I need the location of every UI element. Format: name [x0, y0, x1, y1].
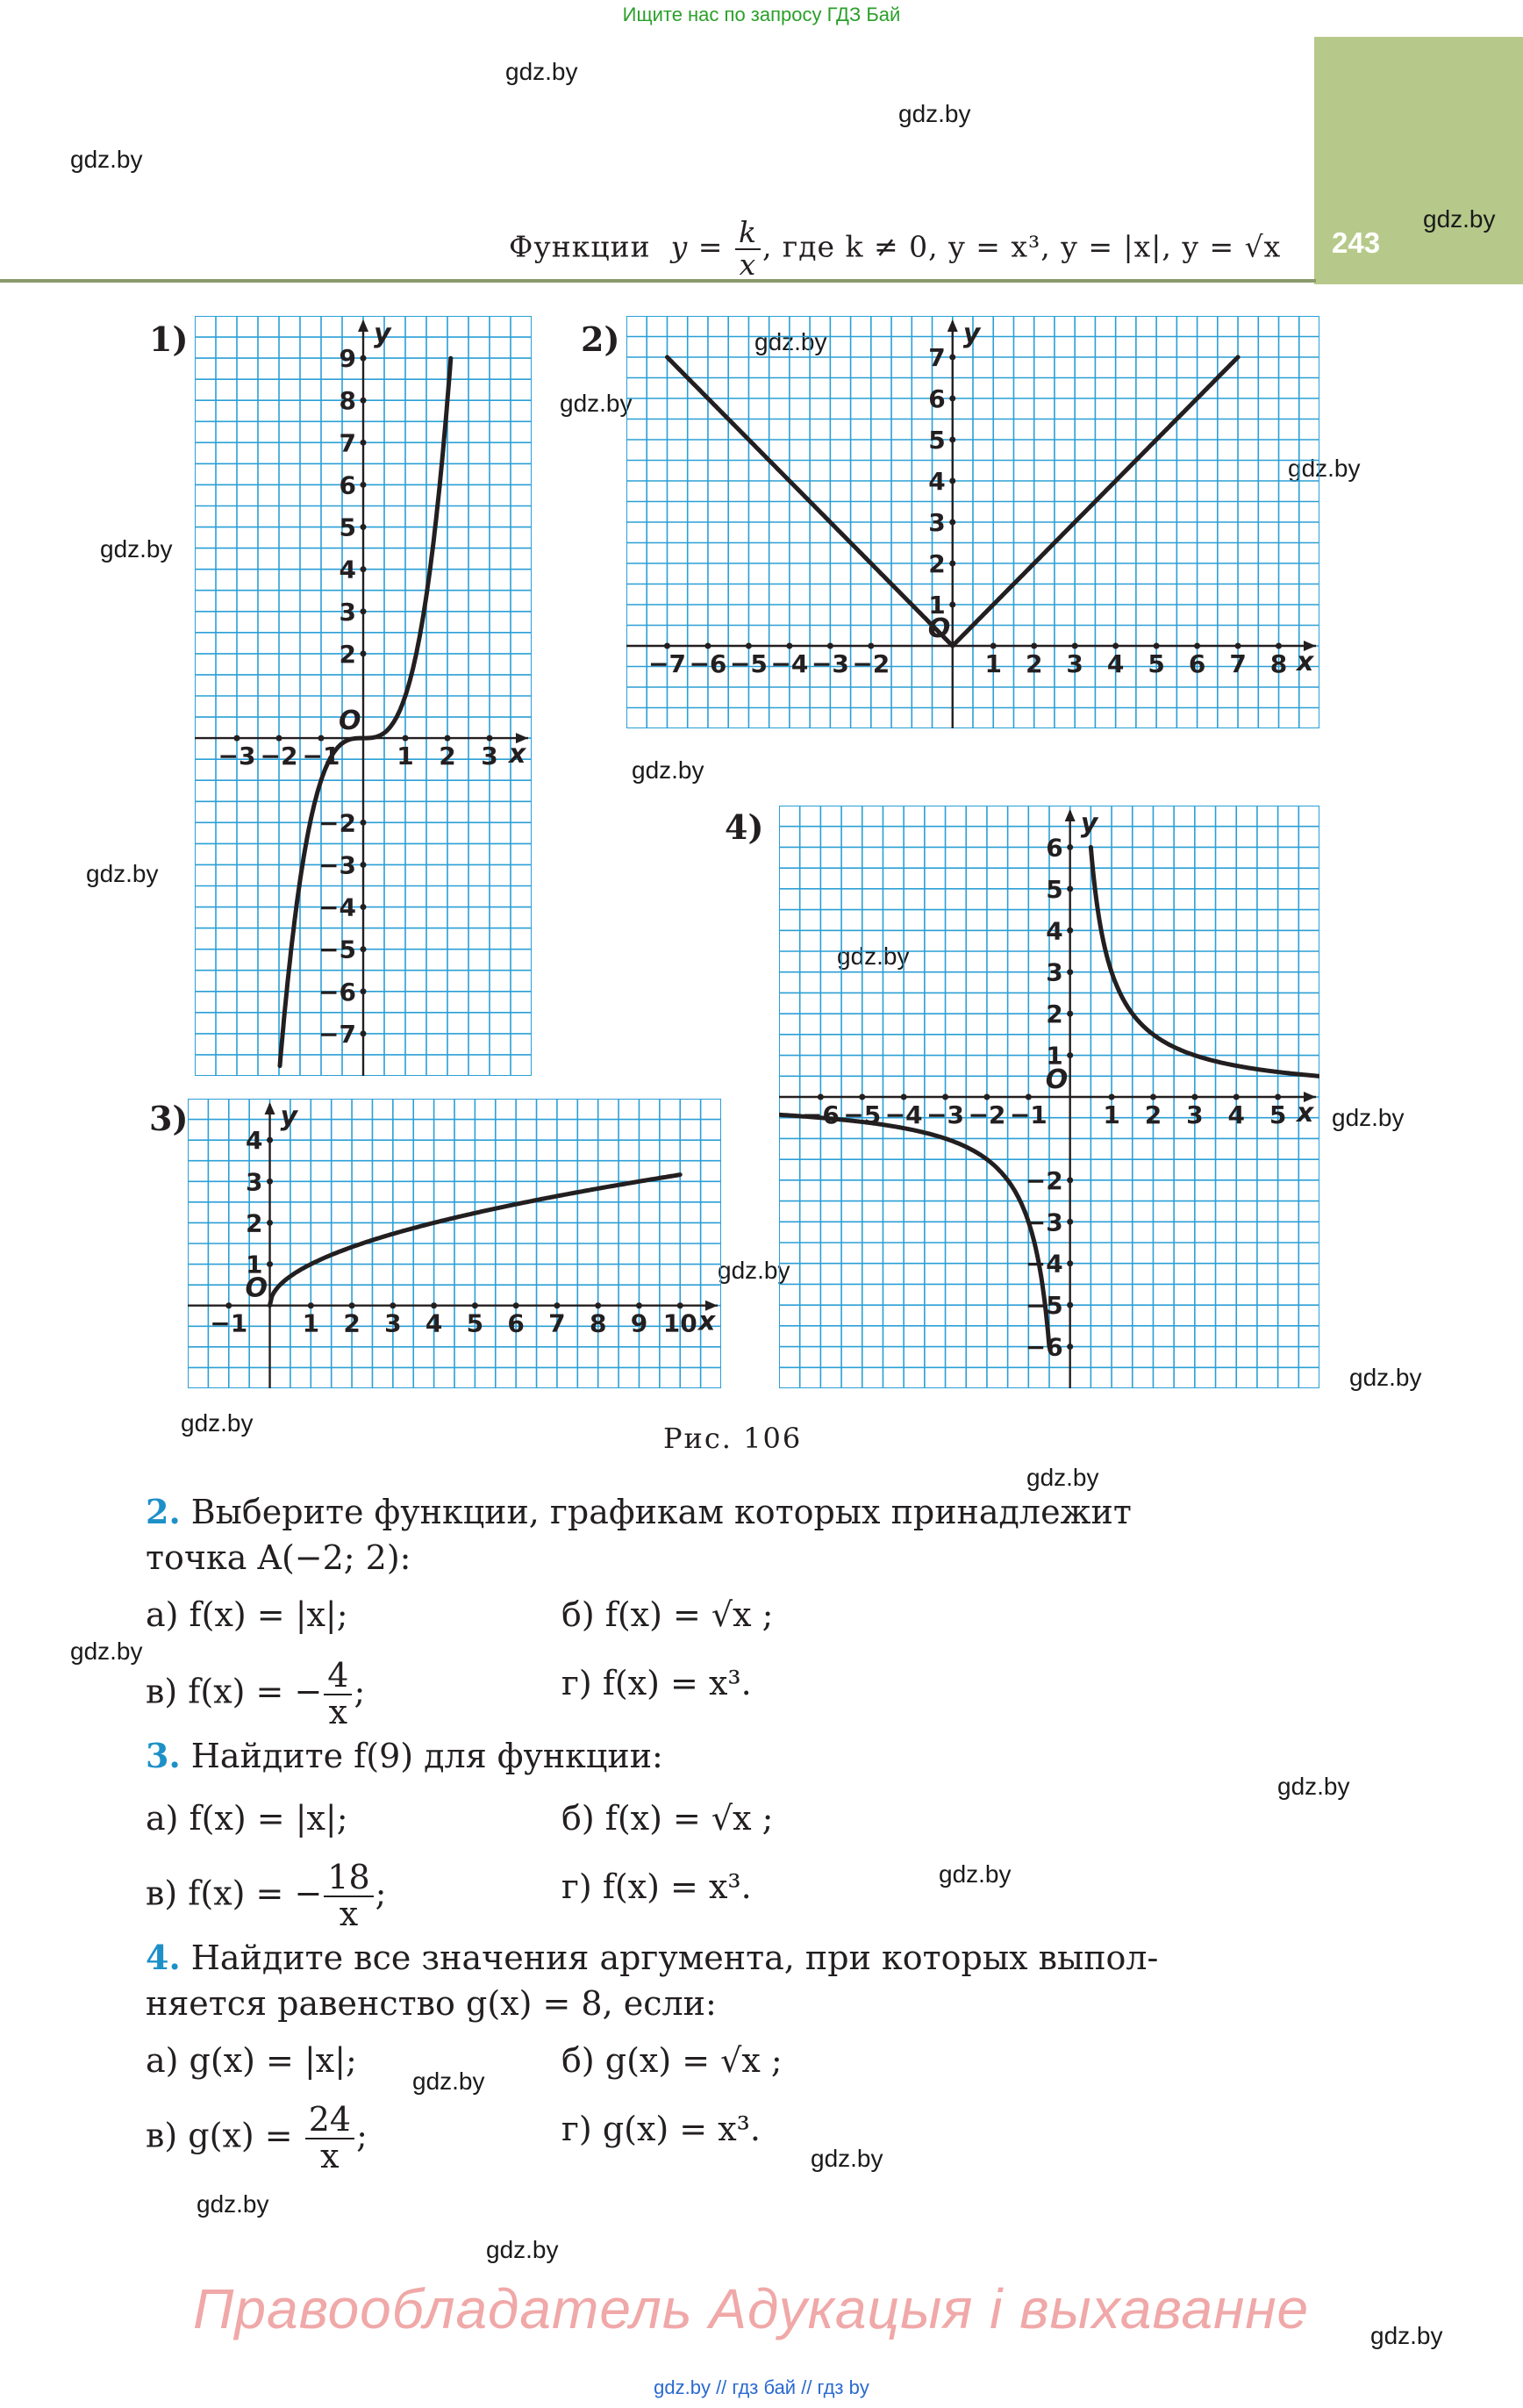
task-4-number: 4.	[146, 1938, 181, 1977]
origin-label: O	[1045, 1064, 1069, 1095]
x-tick	[1191, 1094, 1198, 1100]
y-tick	[949, 520, 955, 526]
y-tick	[267, 1261, 273, 1267]
watermark: gdz.by	[197, 2190, 269, 2218]
fraction-numerator: 4	[324, 1659, 352, 1695]
graph-4-hyperbola	[779, 806, 1319, 1388]
task-2-line2: точка A(−2; 2):	[146, 1538, 411, 1577]
y-tick	[361, 1030, 367, 1036]
fraction-numerator: 18	[324, 1860, 373, 1897]
fraction-denominator: x	[328, 1692, 348, 1731]
y-tick	[949, 602, 955, 608]
option-v-fraction	[305, 2100, 354, 2175]
x-axis-label: x	[698, 1306, 716, 1337]
x-tick	[595, 1302, 601, 1308]
y-tick-label: 4	[928, 467, 946, 496]
watermark: gdz.by	[632, 756, 704, 784]
task-2-option-b: б) f(x) = √x ;	[561, 1595, 774, 1634]
x-tick	[664, 643, 670, 649]
x-tick-label: 1	[397, 742, 414, 771]
x-tick-label: 2	[1144, 1100, 1162, 1129]
y-tick	[1067, 1344, 1073, 1350]
x-tick-label: 5	[466, 1308, 484, 1338]
x-tick-label: 3	[1066, 649, 1083, 678]
x-tick-label: 5	[1148, 649, 1165, 678]
x-tick-label: −4	[884, 1100, 923, 1129]
watermark: gdz.by	[754, 328, 827, 355]
x-tick	[1109, 1094, 1115, 1100]
y-tick	[361, 482, 367, 488]
task-3-line1	[146, 1732, 663, 1780]
graph-2-absolute	[626, 316, 1319, 728]
x-tick-label: 4	[1106, 649, 1125, 678]
x-tick	[513, 1302, 519, 1308]
option-v-suffix: ;	[375, 1874, 387, 1913]
x-tick	[318, 735, 325, 742]
graph-2-label: 2)	[581, 319, 620, 359]
task-3-option-g: г) f(x) = x³.	[561, 1867, 752, 1906]
y-tick-label: 2	[928, 549, 946, 578]
top-banner[interactable]: Ищите нас по запросу ГДЗ Бай	[622, 4, 901, 25]
y-tick-label: 3	[339, 597, 356, 627]
x-tick	[704, 643, 711, 649]
task-3-option-b: б) f(x) = √x ;	[561, 1799, 774, 1838]
y-axis-label: y	[280, 1101, 298, 1132]
y-axis-arrow	[947, 319, 958, 332]
x-tick	[1276, 643, 1282, 649]
task-3-option-a: а) f(x) = |x|;	[146, 1799, 348, 1838]
task-2-option-a: а) f(x) = |x|;	[146, 1595, 348, 1634]
x-tick-label: 3	[384, 1308, 402, 1338]
y-tick-label: −2	[1025, 1165, 1063, 1195]
y-tick	[1067, 1011, 1073, 1017]
x-tick-label: 3	[1186, 1100, 1204, 1129]
y-tick	[267, 1179, 273, 1185]
task-2-option-g: г) f(x) = x³.	[561, 1664, 752, 1702]
watermark: gdz.by	[1332, 1104, 1405, 1131]
y-tick	[267, 1137, 273, 1143]
x-tick	[487, 735, 493, 742]
origin-label: O	[245, 1272, 268, 1304]
y-tick-label: 2	[339, 639, 356, 669]
y-tick-label: 7	[928, 343, 946, 372]
watermark: gdz.by	[560, 390, 633, 417]
watermark: gdz.by	[1370, 2322, 1443, 2349]
y-tick	[949, 478, 955, 484]
watermark: gdz.by	[1349, 1364, 1422, 1391]
y-axis-arrow	[265, 1102, 275, 1114]
running-head-prefix: Функции	[509, 229, 651, 264]
option-v-prefix: в) f(x) = −	[146, 1672, 323, 1711]
task-4-option-g: г) g(x) = x³.	[561, 2110, 761, 2148]
watermark: gdz.by	[898, 100, 971, 127]
x-tick	[942, 1094, 948, 1100]
x-tick	[1031, 643, 1037, 649]
function-curve	[779, 1114, 1049, 1346]
running-head-fraction	[735, 215, 761, 282]
y-tick-label: 7	[339, 428, 356, 458]
y-tick-label: 5	[928, 426, 946, 455]
graph-3-label: 3)	[149, 1099, 189, 1138]
x-tick	[1026, 1094, 1032, 1100]
y-tick-label: 4	[1046, 916, 1063, 946]
x-tick-label: −5	[843, 1100, 882, 1129]
figure-caption: Рис. 106	[663, 1422, 803, 1455]
x-tick	[1235, 643, 1241, 649]
task-3-option-v	[146, 1860, 386, 1932]
origin-label: O	[927, 613, 951, 644]
y-tick-label: −6	[318, 977, 356, 1007]
x-tick	[1154, 643, 1160, 649]
x-tick	[859, 1094, 865, 1100]
watermark: gdz.by	[486, 2236, 559, 2263]
y-tick-label: 6	[928, 384, 946, 413]
x-tick-label: 1	[984, 649, 1002, 678]
x-tick	[868, 643, 874, 649]
task-4-option-b: б) g(x) = √x ;	[561, 2041, 783, 2080]
y-tick	[1067, 885, 1073, 892]
x-tick	[431, 1302, 437, 1308]
y-axis-label: y	[962, 319, 981, 349]
y-tick-label: 4	[246, 1126, 263, 1156]
watermark: gdz.by	[86, 860, 159, 887]
y-tick	[1067, 844, 1073, 850]
task-4-line1	[146, 1934, 1158, 1982]
x-tick	[677, 1302, 683, 1308]
x-tick-label: 2	[343, 1308, 361, 1338]
y-tick-label: 6	[339, 470, 356, 500]
x-tick-label: 6	[1188, 649, 1206, 678]
y-tick	[949, 396, 955, 402]
x-tick-label: −7	[647, 649, 686, 678]
watermark: gdz.by	[1423, 205, 1496, 233]
y-tick-label: 1	[1046, 1041, 1063, 1071]
y-tick-label: 1	[928, 591, 946, 620]
x-tick-label: 8	[589, 1308, 607, 1338]
y-tick	[1067, 1052, 1073, 1058]
option-v-suffix: ;	[356, 2116, 368, 2155]
y-tick-label: −3	[1025, 1208, 1063, 1237]
y-tick	[361, 988, 367, 994]
y-tick-label: −5	[1025, 1291, 1063, 1321]
y-tick	[361, 862, 367, 868]
x-axis-label: x	[509, 739, 526, 770]
x-tick-label: 4	[1227, 1100, 1245, 1129]
fraction-denominator: x	[320, 2136, 340, 2175]
page-number: 243	[1332, 226, 1381, 259]
y-tick	[361, 650, 367, 656]
option-v-prefix: в) g(x) =	[146, 2116, 304, 2155]
x-axis-label: x	[1297, 1098, 1314, 1129]
y-axis-arrow	[358, 319, 368, 332]
option-v-fraction	[324, 1860, 373, 1932]
y-tick	[361, 608, 367, 614]
x-tick	[818, 1094, 824, 1100]
y-tick	[361, 566, 367, 572]
x-tick-label: 9	[630, 1308, 648, 1338]
x-tick	[990, 643, 997, 649]
x-tick	[746, 643, 752, 649]
copyright-notice: Правообладатель Адукацыя і выхаванне	[193, 2277, 1310, 2340]
task-4-option-v	[146, 2100, 368, 2175]
x-tick	[308, 1302, 314, 1308]
y-tick-label: −4	[318, 892, 356, 922]
task-2-line1	[146, 1488, 1132, 1536]
x-tick-label: 1	[1103, 1100, 1120, 1129]
x-tick	[1233, 1094, 1240, 1100]
y-tick	[267, 1220, 273, 1226]
y-tick-label: −6	[1025, 1332, 1063, 1362]
watermark: gdz.by	[505, 58, 578, 85]
x-tick-label: 7	[1229, 649, 1247, 678]
y-axis-label: y	[1080, 808, 1098, 839]
y-tick	[361, 946, 367, 952]
x-tick	[349, 1302, 355, 1308]
x-tick-label: 5	[1269, 1100, 1287, 1129]
x-tick-label: −6	[689, 649, 727, 678]
x-tick	[636, 1302, 642, 1308]
x-tick	[472, 1302, 478, 1308]
y-tick-label: 8	[339, 386, 356, 416]
y-tick-label: 9	[339, 344, 356, 374]
y-tick	[361, 524, 367, 530]
origin-label: O	[339, 706, 361, 737]
x-tick	[403, 735, 409, 742]
x-tick	[1072, 643, 1078, 649]
y-tick-label: 4	[339, 555, 356, 584]
task-4-line2: няется равенство g(x) = 8, если:	[146, 1984, 717, 2023]
x-tick-label: −4	[770, 649, 809, 678]
x-tick-label: 4	[425, 1308, 443, 1338]
x-tick-label: 7	[548, 1308, 566, 1338]
y-tick	[1067, 1219, 1073, 1225]
watermark: gdz.by	[70, 146, 143, 173]
x-tick	[276, 735, 282, 742]
x-tick	[827, 643, 833, 649]
watermark: gdz.by	[412, 2068, 485, 2095]
watermark: gdz.by	[70, 1638, 143, 1665]
x-tick-label: 8	[1269, 649, 1288, 678]
watermark: gdz.by	[100, 535, 173, 563]
x-tick-label: 10	[662, 1308, 697, 1338]
graph-1-label: 1)	[149, 319, 189, 359]
x-tick	[901, 1094, 907, 1100]
y-tick	[361, 820, 367, 826]
x-tick-label: 1	[302, 1308, 320, 1338]
fraction-denominator: x	[739, 247, 757, 282]
x-tick	[786, 643, 792, 649]
task-2-number: 2.	[146, 1492, 181, 1531]
y-tick-label: 3	[246, 1167, 263, 1197]
x-tick-label: −3	[926, 1100, 965, 1129]
task-3-text: Найдите f(9) для функции:	[180, 1737, 663, 1775]
y-tick	[1067, 969, 1073, 975]
graph-1-cubic	[195, 316, 532, 1076]
x-tick-label: −1	[210, 1308, 248, 1338]
footer-links[interactable]: gdz.by // гдз бай // гдз by	[654, 2376, 869, 2398]
graph-4-label: 4)	[725, 807, 764, 847]
running-head-y: y	[670, 229, 689, 264]
graph-3-sqrt	[188, 1099, 721, 1388]
x-tick	[225, 1302, 232, 1308]
x-tick-label: −2	[968, 1100, 1006, 1129]
y-tick	[949, 355, 955, 361]
x-tick	[234, 735, 240, 742]
y-tick-label: 6	[1046, 833, 1063, 863]
x-tick-label: 2	[1025, 649, 1043, 678]
y-tick	[1067, 1302, 1073, 1308]
y-tick-label: 5	[339, 512, 356, 542]
y-tick-label: −2	[318, 808, 356, 838]
x-tick	[445, 735, 451, 742]
watermark: gdz.by	[939, 1860, 1012, 1888]
task-2-option-v	[146, 1656, 366, 1731]
x-tick	[554, 1302, 560, 1308]
x-tick-label: 3	[481, 742, 498, 771]
watermark: gdz.by	[1288, 455, 1361, 482]
x-tick-label: −6	[801, 1100, 840, 1129]
task-2-text: Выберите функции, графикам которых принадлежит	[180, 1493, 1132, 1531]
option-v-prefix: в) f(x) = −	[146, 1874, 323, 1913]
y-tick	[361, 904, 367, 910]
watermark: gdz.by	[1277, 1773, 1350, 1800]
x-tick	[1275, 1094, 1281, 1100]
y-tick	[949, 437, 955, 443]
y-tick	[1067, 1260, 1073, 1266]
fraction-denominator: x	[339, 1894, 359, 1933]
y-tick-label: −5	[318, 935, 356, 964]
function-curve	[1090, 847, 1319, 1076]
x-tick-label: 2	[439, 742, 456, 771]
y-tick	[361, 440, 367, 446]
running-head	[509, 215, 1282, 282]
y-tick-label: 5	[1046, 874, 1063, 904]
watermark: gdz.by	[811, 2145, 883, 2172]
x-tick-label: −3	[218, 742, 256, 771]
watermark: gdz.by	[837, 942, 910, 970]
x-tick	[983, 1094, 990, 1100]
watermark: gdz.by	[181, 1409, 254, 1437]
x-tick-label: −2	[852, 649, 890, 678]
watermark: gdz.by	[1026, 1464, 1099, 1491]
y-tick-label: 2	[1046, 1000, 1063, 1029]
y-tick-label: 1	[246, 1250, 263, 1279]
option-v-fraction	[324, 1656, 352, 1731]
y-tick-label: −7	[318, 1019, 356, 1049]
y-axis-arrow	[1065, 809, 1076, 821]
x-tick-label: 6	[507, 1308, 525, 1338]
x-tick	[1150, 1094, 1156, 1100]
x-tick-label: −5	[729, 649, 768, 678]
running-head-eq: =	[697, 229, 724, 264]
fraction-numerator: k	[738, 215, 757, 249]
watermark: gdz.by	[718, 1257, 790, 1284]
running-head-rest: , где k ≠ 0, y = x³, y = |x|, y = √x	[762, 229, 1282, 264]
y-tick	[361, 355, 367, 362]
x-tick	[390, 1302, 396, 1308]
option-v-suffix: ;	[354, 1672, 366, 1711]
y-tick-label: 3	[1046, 957, 1063, 987]
x-tick	[1112, 643, 1119, 649]
task-4-text: Найдите все значения аргумента, при которых выпол-	[180, 1939, 1159, 1977]
fraction-numerator: 24	[305, 2103, 354, 2139]
y-tick-label: −4	[1025, 1249, 1063, 1279]
x-tick-label: −2	[260, 742, 298, 771]
x-tick-label: −1	[302, 742, 340, 771]
task-4-option-a: а) g(x) = |x|;	[146, 2041, 357, 2080]
x-tick	[1194, 643, 1200, 649]
y-tick	[1067, 928, 1073, 934]
x-tick-label: −1	[1009, 1100, 1048, 1129]
y-axis-label: y	[374, 319, 391, 349]
y-tick	[361, 398, 367, 404]
task-3-number: 3.	[146, 1736, 181, 1775]
y-tick	[949, 561, 955, 567]
y-tick-label: 2	[246, 1208, 263, 1238]
x-axis-label: x	[1297, 647, 1314, 677]
x-tick-label: −3	[811, 649, 849, 678]
y-tick-label: −3	[318, 850, 356, 880]
y-tick-label: 3	[928, 508, 946, 537]
y-tick	[1067, 1177, 1073, 1183]
